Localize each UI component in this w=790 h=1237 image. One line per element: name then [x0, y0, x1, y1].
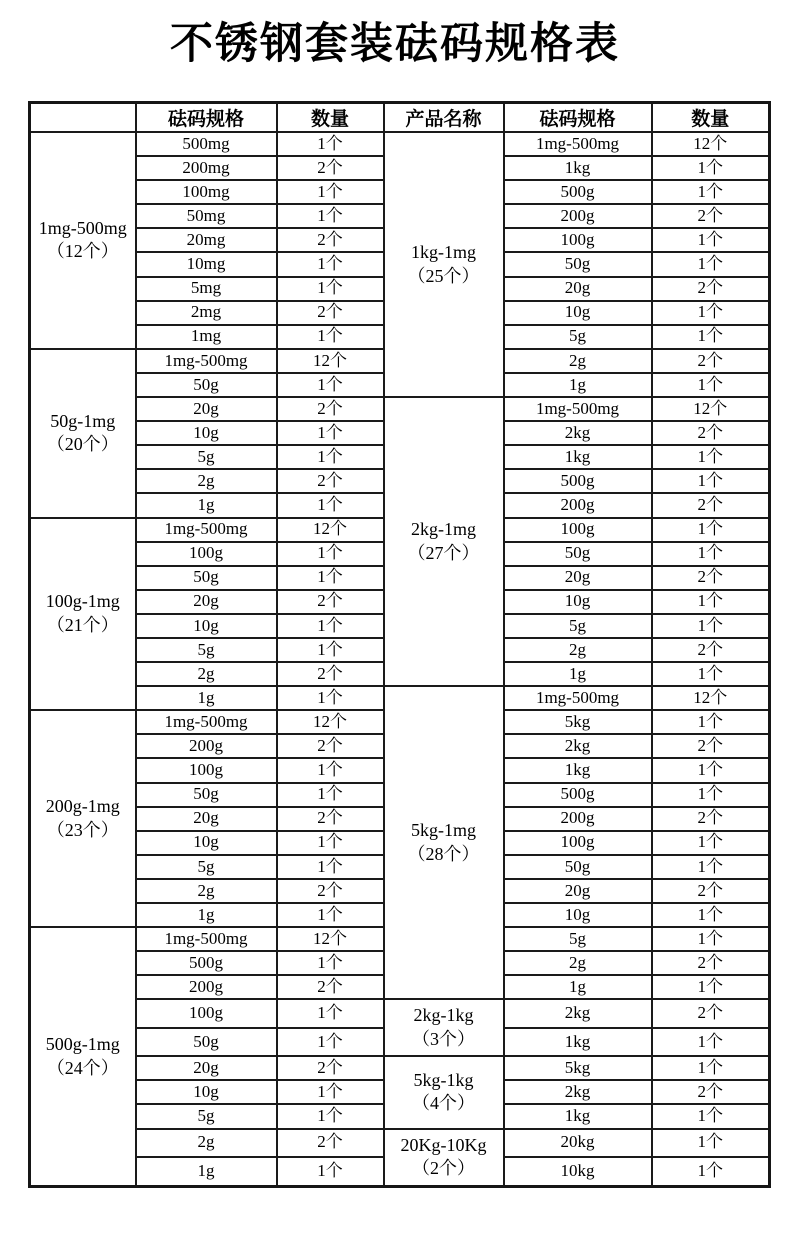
spec-cell: 1mg-500mg	[504, 686, 652, 710]
product-group-cell	[384, 686, 504, 999]
qty-cell: 1个	[652, 1056, 770, 1080]
qty-cell: 1个	[652, 542, 770, 566]
qty-cell: 1个	[652, 1104, 770, 1128]
table-header	[30, 103, 770, 133]
spec-cell: 1kg	[504, 445, 652, 469]
table-row	[30, 999, 770, 1027]
qty-cell: 1个	[277, 566, 384, 590]
spec-cell: 100g	[504, 518, 652, 542]
spec-cell: 10g	[504, 590, 652, 614]
qty-cell: 1个	[277, 252, 384, 276]
spec-cell: 200g	[504, 807, 652, 831]
spec-cell: 1kg	[504, 156, 652, 180]
spec-cell: 2kg	[504, 1080, 652, 1104]
qty-cell: 1个	[652, 855, 770, 879]
product-group-cell	[384, 1056, 504, 1128]
qty-cell: 1个	[277, 638, 384, 662]
spec-cell: 5g	[504, 927, 652, 951]
product-group-name: 500g-1mg	[45, 1034, 120, 1055]
spec-cell: 1mg-500mg	[136, 927, 277, 951]
spec-cell: 2g	[136, 1129, 277, 1157]
spec-cell: 1mg-500mg	[136, 518, 277, 542]
table-row	[30, 132, 770, 156]
product-group-name: 2kg-1kg	[413, 1005, 474, 1026]
spec-cell: 200g	[136, 734, 277, 758]
spec-cell: 2kg	[504, 734, 652, 758]
qty-cell: 1个	[277, 325, 384, 349]
product-group-name: 5kg-1mg	[411, 820, 476, 841]
spec-cell: 5g	[136, 855, 277, 879]
qty-cell: 1个	[652, 758, 770, 782]
spec-cell: 200g	[504, 204, 652, 228]
spec-cell: 50g	[136, 373, 277, 397]
spec-cell: 2g	[504, 349, 652, 373]
spec-cell: 10mg	[136, 252, 277, 276]
spec-cell: 5g	[136, 638, 277, 662]
spec-cell: 200g	[136, 975, 277, 999]
product-group-count: （23个）	[46, 819, 119, 840]
spec-cell: 2g	[136, 469, 277, 493]
qty-cell: 2个	[652, 734, 770, 758]
spec-cell: 1g	[504, 662, 652, 686]
product-group-name: 1kg-1mg	[411, 242, 476, 263]
header-product-name: 产品名称	[384, 103, 504, 133]
product-group-count: （2个）	[412, 1158, 475, 1179]
qty-cell: 2个	[652, 951, 770, 975]
qty-cell: 1个	[652, 927, 770, 951]
qty-cell: 1个	[277, 903, 384, 927]
spec-cell: 20g	[504, 566, 652, 590]
spec-cell: 2kg	[504, 421, 652, 445]
spec-cell: 20g	[136, 807, 277, 831]
product-group-count: （24个）	[46, 1057, 119, 1078]
spec-cell: 20mg	[136, 228, 277, 252]
spec-cell: 10g	[136, 421, 277, 445]
header-row	[30, 103, 770, 133]
qty-cell: 1个	[277, 758, 384, 782]
qty-cell: 1个	[652, 831, 770, 855]
spec-cell: 1kg	[504, 1028, 652, 1056]
qty-cell: 2个	[652, 638, 770, 662]
qty-cell: 1个	[277, 1080, 384, 1104]
qty-cell: 2个	[652, 277, 770, 301]
spec-cell: 1g	[136, 903, 277, 927]
spec-cell: 1g	[136, 493, 277, 517]
product-group-cell	[384, 999, 504, 1056]
spec-cell: 2g	[136, 879, 277, 903]
qty-cell: 1个	[652, 373, 770, 397]
qty-cell: 2个	[652, 421, 770, 445]
spec-cell: 1g	[136, 1157, 277, 1187]
product-group-name: 1mg-500mg	[38, 218, 127, 239]
spec-cell: 5g	[136, 445, 277, 469]
qty-cell: 1个	[652, 614, 770, 638]
product-group-cell	[384, 397, 504, 686]
qty-cell: 2个	[277, 590, 384, 614]
qty-cell: 1个	[277, 542, 384, 566]
qty-cell: 2个	[277, 807, 384, 831]
qty-cell: 1个	[652, 156, 770, 180]
product-group-name: 20Kg-10Kg	[400, 1134, 487, 1155]
qty-cell: 2个	[652, 493, 770, 517]
spec-cell: 200g	[504, 493, 652, 517]
qty-cell: 1个	[652, 903, 770, 927]
product-group-count: （21个）	[46, 614, 119, 635]
spec-cell: 1mg-500mg	[504, 132, 652, 156]
qty-cell: 1个	[277, 1157, 384, 1187]
qty-cell: 1个	[277, 445, 384, 469]
qty-cell: 1个	[652, 1157, 770, 1187]
header-spec-left: 砝码规格	[136, 103, 277, 133]
spec-cell: 2g	[504, 951, 652, 975]
spec-cell: 1g	[136, 686, 277, 710]
spec-cell: 10g	[504, 301, 652, 325]
qty-cell: 1个	[277, 204, 384, 228]
qty-cell: 2个	[652, 349, 770, 373]
spec-cell: 200mg	[136, 156, 277, 180]
qty-cell: 2个	[652, 566, 770, 590]
spec-cell: 10g	[136, 1080, 277, 1104]
product-group-count: （20个）	[46, 434, 119, 455]
qty-cell: 1个	[652, 975, 770, 999]
spec-cell: 2g	[504, 638, 652, 662]
spec-cell: 500g	[136, 951, 277, 975]
table-row	[30, 1056, 770, 1080]
product-group-name: 2kg-1mg	[411, 519, 476, 540]
spec-cell: 20g	[136, 590, 277, 614]
qty-cell: 2个	[277, 1129, 384, 1157]
spec-cell: 1mg-500mg	[136, 710, 277, 734]
qty-cell: 2个	[277, 469, 384, 493]
spec-cell: 1kg	[504, 758, 652, 782]
qty-cell: 2个	[277, 1056, 384, 1080]
page-title: 不锈钢套装砝码规格表	[170, 20, 620, 68]
qty-cell: 1个	[652, 1129, 770, 1157]
qty-cell: 1个	[277, 855, 384, 879]
spec-cell: 5kg	[504, 710, 652, 734]
spec-cell: 1mg-500mg	[136, 349, 277, 373]
qty-cell: 1个	[277, 783, 384, 807]
spec-cell: 20g	[504, 879, 652, 903]
spec-cell: 10g	[136, 831, 277, 855]
spec-cell: 10kg	[504, 1157, 652, 1187]
spec-cell: 2g	[136, 662, 277, 686]
spec-cell: 500g	[504, 783, 652, 807]
spec-cell: 2mg	[136, 301, 277, 325]
spec-cell: 50g	[136, 783, 277, 807]
product-group-count: （4个）	[412, 1093, 475, 1114]
spec-cell: 20g	[136, 397, 277, 421]
spec-cell: 1mg	[136, 325, 277, 349]
spec-cell: 5g	[136, 1104, 277, 1128]
qty-cell: 1个	[277, 686, 384, 710]
qty-cell: 1个	[652, 783, 770, 807]
product-group-cell	[30, 518, 136, 711]
qty-cell: 2个	[277, 156, 384, 180]
product-group-cell	[30, 349, 136, 518]
qty-cell: 2个	[652, 204, 770, 228]
spec-cell: 50g	[504, 542, 652, 566]
qty-cell: 2个	[652, 879, 770, 903]
product-group-count: （28个）	[407, 843, 480, 864]
spec-cell: 5g	[504, 325, 652, 349]
header-empty-cell	[30, 103, 136, 133]
spec-cell: 2kg	[504, 999, 652, 1027]
product-group-count: （12个）	[46, 241, 119, 262]
qty-cell: 1个	[277, 831, 384, 855]
qty-cell: 2个	[652, 807, 770, 831]
spec-cell: 10g	[136, 614, 277, 638]
spec-cell: 1kg	[504, 1104, 652, 1128]
spec-cell: 20g	[136, 1056, 277, 1080]
qty-cell: 1个	[652, 710, 770, 734]
qty-cell: 12个	[652, 686, 770, 710]
table-body	[30, 132, 770, 1187]
spec-cell: 50g	[504, 855, 652, 879]
header-spec-right: 砝码规格	[504, 103, 652, 133]
qty-cell: 1个	[277, 1104, 384, 1128]
qty-cell: 2个	[277, 662, 384, 686]
product-group-cell	[384, 1129, 504, 1187]
qty-cell: 2个	[277, 879, 384, 903]
product-group-count: （25个）	[407, 265, 480, 286]
spec-cell: 50g	[136, 1028, 277, 1056]
product-group-cell	[384, 132, 504, 397]
qty-cell: 1个	[277, 373, 384, 397]
spec-cell: 10g	[504, 903, 652, 927]
spec-cell: 50mg	[136, 204, 277, 228]
product-group-cell	[30, 132, 136, 349]
header-qty-right: 数量	[652, 103, 770, 133]
qty-cell: 1个	[652, 252, 770, 276]
qty-cell: 1个	[277, 132, 384, 156]
product-group-count: （27个）	[407, 542, 480, 563]
spec-cell: 500g	[504, 469, 652, 493]
qty-cell: 2个	[277, 301, 384, 325]
qty-cell: 1个	[652, 518, 770, 542]
spec-table	[28, 101, 771, 1188]
qty-cell: 12个	[277, 927, 384, 951]
table-row	[30, 397, 770, 421]
qty-cell: 1个	[652, 301, 770, 325]
spec-cell: 100g	[136, 999, 277, 1027]
spec-cell: 100g	[136, 542, 277, 566]
table-row	[30, 1129, 770, 1157]
qty-cell: 1个	[277, 1028, 384, 1056]
qty-cell: 1个	[652, 325, 770, 349]
qty-cell: 12个	[277, 710, 384, 734]
qty-cell: 1个	[277, 951, 384, 975]
qty-cell: 1个	[277, 180, 384, 204]
product-group-cell	[30, 710, 136, 927]
spec-cell: 5mg	[136, 277, 277, 301]
qty-cell: 12个	[652, 132, 770, 156]
product-group-cell	[30, 927, 136, 1186]
header-qty-left: 数量	[277, 103, 384, 133]
qty-cell: 1个	[652, 469, 770, 493]
spec-cell: 100mg	[136, 180, 277, 204]
qty-cell: 1个	[277, 421, 384, 445]
qty-cell: 2个	[277, 975, 384, 999]
qty-cell: 2个	[277, 734, 384, 758]
qty-cell: 1个	[652, 590, 770, 614]
qty-cell: 1个	[652, 228, 770, 252]
spec-cell: 1mg-500mg	[504, 397, 652, 421]
qty-cell: 12个	[277, 518, 384, 542]
qty-cell: 1个	[652, 180, 770, 204]
qty-cell: 1个	[652, 1028, 770, 1056]
spec-cell: 50g	[504, 252, 652, 276]
qty-cell: 12个	[277, 349, 384, 373]
spec-cell: 20g	[504, 277, 652, 301]
spec-cell: 500mg	[136, 132, 277, 156]
product-group-name: 50g-1mg	[50, 410, 116, 431]
spec-cell: 100g	[136, 758, 277, 782]
product-group-name: 100g-1mg	[45, 591, 120, 612]
spec-cell: 100g	[504, 228, 652, 252]
spec-cell: 20kg	[504, 1129, 652, 1157]
qty-cell: 1个	[277, 614, 384, 638]
spec-cell: 1g	[504, 975, 652, 999]
product-group-name: 200g-1mg	[45, 796, 120, 817]
qty-cell: 1个	[652, 662, 770, 686]
qty-cell: 1个	[277, 493, 384, 517]
qty-cell: 2个	[652, 1080, 770, 1104]
spec-cell: 5g	[504, 614, 652, 638]
qty-cell: 12个	[652, 397, 770, 421]
qty-cell: 2个	[277, 397, 384, 421]
spec-cell: 500g	[504, 180, 652, 204]
qty-cell: 1个	[277, 277, 384, 301]
qty-cell: 1个	[277, 999, 384, 1027]
product-group-name: 5kg-1kg	[413, 1069, 474, 1090]
product-group-count: （3个）	[412, 1028, 475, 1049]
qty-cell: 2个	[277, 228, 384, 252]
qty-cell: 2个	[652, 999, 770, 1027]
spec-cell: 100g	[504, 831, 652, 855]
qty-cell: 1个	[652, 445, 770, 469]
spec-cell: 50g	[136, 566, 277, 590]
spec-cell: 5kg	[504, 1056, 652, 1080]
table-row	[30, 686, 770, 710]
spec-cell: 1g	[504, 373, 652, 397]
